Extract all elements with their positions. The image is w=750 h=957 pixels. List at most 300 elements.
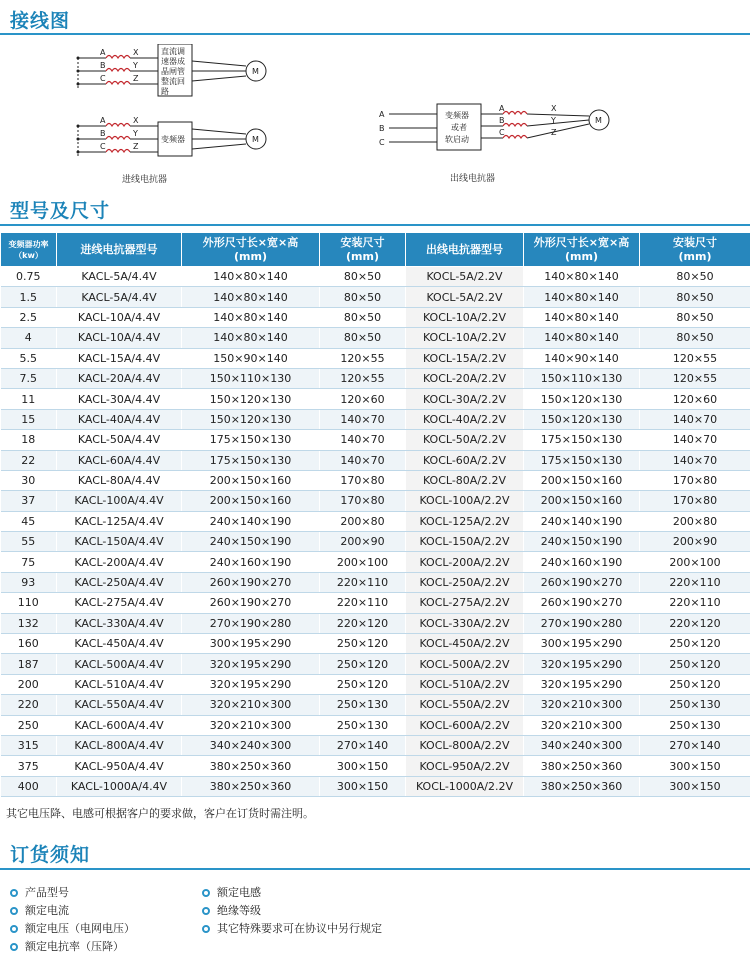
table-row: [1, 368, 750, 388]
cell-out-mount: 200×80: [640, 511, 750, 531]
cell-out-mount: 270×140: [640, 735, 750, 755]
cell-in-mount: 220×120: [320, 613, 406, 633]
cell-in-model: KACL-15A/4.4V: [57, 348, 182, 368]
cell-out-mount: 250×120: [640, 654, 750, 674]
cell-out-mount: 120×55: [640, 348, 750, 368]
cell-in-model: KACL-250A/4.4V: [57, 572, 182, 592]
cell-in-dims: 320×210×300: [182, 715, 320, 735]
cell-power: 160: [1, 634, 57, 654]
cell-in-dims: 340×240×300: [182, 735, 320, 755]
cell-in-model: KACL-125A/4.4V: [57, 511, 182, 531]
cell-power: 93: [1, 572, 57, 592]
phase-label-out: X: [551, 104, 557, 113]
cell-in-dims: 175×150×130: [182, 450, 320, 470]
cell-in-mount: 250×120: [320, 654, 406, 674]
table-row: [1, 287, 750, 307]
input-label: C: [379, 138, 385, 147]
phase-label-in: A: [100, 48, 106, 57]
cell-in-mount: 270×140: [320, 735, 406, 755]
cell-in-model: KACL-30A/4.4V: [57, 389, 182, 409]
phase-label-in: C: [100, 74, 106, 83]
cell-in-dims: 150×110×130: [182, 368, 320, 388]
converter-label-line: 整流回: [161, 77, 185, 86]
cell-in-dims: 260×190×270: [182, 593, 320, 613]
list-item-label: 产品型号: [25, 886, 69, 899]
list-item: [200, 884, 382, 902]
cell-in-model: KACL-20A/4.4V: [57, 368, 182, 388]
phase-label-in: B: [100, 129, 106, 138]
cell-in-mount: 170×80: [320, 491, 406, 511]
cell-power: 45: [1, 511, 57, 531]
cell-out-mount: 120×60: [640, 389, 750, 409]
header-in-mount: 安装尺寸 (mm): [320, 233, 406, 267]
cell-out-dims: 320×195×290: [524, 674, 640, 694]
bullet-icon: [202, 925, 210, 933]
bullet-icon: [10, 925, 18, 933]
cell-in-model: KACL-5A/4.4V: [57, 267, 182, 287]
cell-out-mount: 140×70: [640, 409, 750, 429]
cell-in-mount: 250×130: [320, 715, 406, 735]
cell-out-dims: 270×190×280: [524, 613, 640, 633]
header-in-dims: 外形尺寸长×宽×高 (mm): [182, 233, 320, 267]
cell-in-mount: 250×120: [320, 674, 406, 694]
table-row: [1, 328, 750, 348]
inverter-label-line: 软启动: [445, 135, 469, 144]
cell-out-model: KOCL-250A/2.2V: [406, 572, 524, 592]
cell-out-mount: 80×50: [640, 267, 750, 287]
motor-label: M: [595, 116, 602, 125]
cell-out-dims: 140×80×140: [524, 267, 640, 287]
cell-power: 30: [1, 470, 57, 490]
motor-label: M: [252, 135, 259, 144]
cell-in-dims: 150×120×130: [182, 409, 320, 429]
motor-lead: [192, 76, 246, 81]
cell-out-dims: 380×250×360: [524, 756, 640, 776]
header-out-model: 出线电抗器型号: [406, 233, 524, 267]
outgoing-reactor-svg: [375, 100, 635, 162]
reactor-coil: [106, 56, 130, 59]
cell-out-dims: 140×90×140: [524, 348, 640, 368]
cell-out-dims: 140×80×140: [524, 328, 640, 348]
cell-in-mount: 220×110: [320, 593, 406, 613]
list-item: [200, 920, 382, 938]
table-row: [1, 348, 750, 368]
bullet-icon: [10, 907, 18, 915]
incoming-reactor-diagram: [60, 44, 290, 174]
cell-in-dims: 140×80×140: [182, 287, 320, 307]
cell-out-mount: 250×130: [640, 695, 750, 715]
cell-in-model: KACL-550A/4.4V: [57, 695, 182, 715]
cell-out-dims: 340×240×300: [524, 735, 640, 755]
table-row: [1, 532, 750, 552]
cell-out-model: KOCL-125A/2.2V: [406, 511, 524, 531]
cell-out-model: KOCL-510A/2.2V: [406, 674, 524, 694]
table-row: [1, 552, 750, 572]
motor-lead: [192, 144, 246, 149]
order-section-rule: [0, 868, 750, 870]
cell-out-mount: 300×150: [640, 776, 750, 796]
cell-power: 37: [1, 491, 57, 511]
list-item-label: 额定电压（电网电压）: [25, 922, 135, 935]
cell-power: 400: [1, 776, 57, 796]
list-item-label: 绝缘等级: [217, 904, 261, 917]
table-row: [1, 572, 750, 592]
model-section-title: 型号及尺寸: [10, 200, 111, 222]
cell-in-dims: 150×120×130: [182, 389, 320, 409]
list-item: [8, 938, 135, 956]
cell-out-model: KOCL-5A/2.2V: [406, 267, 524, 287]
reactor-coil: [503, 112, 527, 115]
cell-power: 18: [1, 430, 57, 450]
spec-table: [0, 232, 750, 797]
table-row: [1, 389, 750, 409]
cell-in-mount: 220×110: [320, 572, 406, 592]
cell-in-model: KACL-10A/4.4V: [57, 307, 182, 327]
header-out-dims: 外形尺寸长×宽×高 (mm): [524, 233, 640, 267]
cell-in-dims: 380×250×360: [182, 756, 320, 776]
cell-power: 200: [1, 674, 57, 694]
cell-out-mount: 200×90: [640, 532, 750, 552]
converter-label-line: 晶闸管: [161, 67, 185, 76]
table-row: [1, 593, 750, 613]
cell-in-mount: 200×90: [320, 532, 406, 552]
cell-in-model: KACL-600A/4.4V: [57, 715, 182, 735]
cell-in-dims: 140×80×140: [182, 328, 320, 348]
order-list-left: [8, 884, 135, 956]
table-row: [1, 654, 750, 674]
list-item: [200, 902, 382, 920]
cell-in-model: KACL-1000A/4.4V: [57, 776, 182, 796]
cell-in-mount: 300×150: [320, 776, 406, 796]
header-power: [1, 233, 57, 267]
phase-label-in: A: [100, 116, 106, 125]
reactor-coil: [106, 150, 130, 153]
motor-lead: [527, 124, 589, 138]
reactor-coil: [106, 124, 130, 127]
model-section-rule: [0, 224, 750, 226]
incoming-reactor-svg: [60, 44, 290, 174]
cell-in-model: KACL-80A/4.4V: [57, 470, 182, 490]
cell-out-model: KOCL-30A/2.2V: [406, 389, 524, 409]
list-item-label: 额定电流: [25, 904, 69, 917]
cell-out-dims: 150×110×130: [524, 368, 640, 388]
cell-in-dims: 240×150×190: [182, 532, 320, 552]
cell-power: 315: [1, 735, 57, 755]
cell-power: 220: [1, 695, 57, 715]
cell-out-mount: 250×120: [640, 634, 750, 654]
outgoing-reactor-diagram: [375, 100, 635, 162]
table-row: [1, 735, 750, 755]
cell-out-dims: 150×120×130: [524, 409, 640, 429]
list-item-label: 额定电抗率（压降）: [25, 940, 124, 953]
cell-in-mount: 250×130: [320, 695, 406, 715]
bullet-icon: [202, 907, 210, 915]
phase-label-in: C: [100, 142, 106, 151]
cell-out-dims: 175×150×130: [524, 430, 640, 450]
cell-in-model: KACL-950A/4.4V: [57, 756, 182, 776]
cell-out-dims: 140×80×140: [524, 287, 640, 307]
phase-label-out: X: [133, 48, 139, 57]
cell-out-model: KOCL-330A/2.2V: [406, 613, 524, 633]
cell-out-dims: 240×160×190: [524, 552, 640, 572]
cell-in-dims: 200×150×160: [182, 470, 320, 490]
reactor-coil: [503, 124, 527, 127]
phase-label-out: Y: [133, 61, 138, 70]
cell-out-model: KOCL-20A/2.2V: [406, 368, 524, 388]
inverter-label-line: 或者: [451, 123, 467, 132]
input-label: A: [379, 110, 385, 119]
cell-in-mount: 250×120: [320, 634, 406, 654]
cell-in-model: KACL-800A/4.4V: [57, 735, 182, 755]
cell-out-model: KOCL-100A/2.2V: [406, 491, 524, 511]
wiring-section-rule: [0, 33, 750, 35]
bullet-icon: [202, 889, 210, 897]
spec-table-body: [1, 267, 750, 797]
cell-in-mount: 140×70: [320, 409, 406, 429]
motor-lead: [527, 120, 589, 126]
cell-in-mount: 80×50: [320, 307, 406, 327]
cell-in-model: KACL-275A/4.4V: [57, 593, 182, 613]
cell-out-model: KOCL-950A/2.2V: [406, 756, 524, 776]
cell-power: 2.5: [1, 307, 57, 327]
table-row: [1, 491, 750, 511]
cell-in-model: KACL-10A/4.4V: [57, 328, 182, 348]
cell-power: 22: [1, 450, 57, 470]
cell-out-dims: 240×140×190: [524, 511, 640, 531]
cell-power: 55: [1, 532, 57, 552]
table-row: [1, 267, 750, 287]
phase-label-out: X: [133, 116, 139, 125]
cell-out-mount: 140×70: [640, 430, 750, 450]
phase-label-out: Z: [551, 128, 557, 137]
table-row: [1, 634, 750, 654]
bullet-icon: [10, 943, 18, 951]
cell-out-mount: 220×120: [640, 613, 750, 633]
phase-label-in: B: [100, 61, 106, 70]
cell-out-model: KOCL-10A/2.2V: [406, 307, 524, 327]
table-row: [1, 511, 750, 531]
cell-in-mount: 80×50: [320, 328, 406, 348]
cell-in-model: KACL-150A/4.4V: [57, 532, 182, 552]
cell-in-model: KACL-330A/4.4V: [57, 613, 182, 633]
custom-note: 其它电压降、电感可根据客户的要求做，客户在订货时需注明。: [6, 807, 314, 820]
cell-out-mount: 80×50: [640, 307, 750, 327]
cell-out-model: KOCL-15A/2.2V: [406, 348, 524, 368]
cell-out-dims: 320×210×300: [524, 715, 640, 735]
converter-label-line: 速器成: [161, 57, 185, 66]
cell-out-model: KOCL-150A/2.2V: [406, 532, 524, 552]
cell-in-mount: 170×80: [320, 470, 406, 490]
cell-out-mount: 220×110: [640, 572, 750, 592]
cell-power: 1.5: [1, 287, 57, 307]
reactor-coil: [106, 82, 130, 85]
cell-in-mount: 140×70: [320, 450, 406, 470]
bullet-icon: [10, 889, 18, 897]
cell-in-model: KACL-500A/4.4V: [57, 654, 182, 674]
cell-out-dims: 320×195×290: [524, 654, 640, 674]
reactor-coil: [503, 136, 527, 139]
cell-power: 110: [1, 593, 57, 613]
cell-out-dims: 150×120×130: [524, 389, 640, 409]
cell-out-dims: 260×190×270: [524, 593, 640, 613]
cell-out-mount: 80×50: [640, 328, 750, 348]
cell-in-model: KACL-60A/4.4V: [57, 450, 182, 470]
cell-power: 15: [1, 409, 57, 429]
table-row: [1, 450, 750, 470]
reactor-coil: [106, 69, 130, 72]
cell-in-dims: 175×150×130: [182, 430, 320, 450]
list-item: [8, 884, 135, 902]
table-row: [1, 674, 750, 694]
table-row: [1, 715, 750, 735]
order-list-right: [200, 884, 382, 938]
cell-in-model: KACL-40A/4.4V: [57, 409, 182, 429]
cell-out-model: KOCL-600A/2.2V: [406, 715, 524, 735]
cell-in-mount: 120×55: [320, 368, 406, 388]
cell-in-dims: 140×80×140: [182, 307, 320, 327]
cell-in-mount: 80×50: [320, 287, 406, 307]
outgoing-reactor-caption: 出线电抗器: [450, 174, 496, 184]
cell-power: 4: [1, 328, 57, 348]
cell-in-dims: 240×140×190: [182, 511, 320, 531]
cell-out-model: KOCL-5A/2.2V: [406, 287, 524, 307]
list-item-label: 额定电感: [217, 886, 261, 899]
cell-power: 11: [1, 389, 57, 409]
cell-out-mount: 200×100: [640, 552, 750, 572]
table-row: [1, 470, 750, 490]
table-header-row: [1, 233, 750, 267]
cell-in-dims: 320×195×290: [182, 674, 320, 694]
cell-out-dims: 320×210×300: [524, 695, 640, 715]
table-row: [1, 307, 750, 327]
cell-out-model: KOCL-450A/2.2V: [406, 634, 524, 654]
motor-lead: [527, 114, 589, 116]
incoming-reactor-caption: 进线电抗器: [122, 175, 168, 185]
cell-in-dims: 320×195×290: [182, 654, 320, 674]
cell-out-mount: 170×80: [640, 491, 750, 511]
order-section-title: 订货须知: [10, 844, 91, 866]
phase-label-in: B: [499, 116, 505, 125]
converter-label: 变频器: [161, 135, 185, 144]
cell-out-model: KOCL-50A/2.2V: [406, 430, 524, 450]
cell-out-model: KOCL-1000A/2.2V: [406, 776, 524, 796]
cell-out-dims: 380×250×360: [524, 776, 640, 796]
motor-label: M: [252, 67, 259, 76]
cell-out-mount: 170×80: [640, 470, 750, 490]
cell-out-model: KOCL-10A/2.2V: [406, 328, 524, 348]
header-power-label: 变频器功率 （kw）: [8, 239, 49, 260]
phase-label-out: Z: [133, 74, 139, 83]
cell-out-model: KOCL-80A/2.2V: [406, 470, 524, 490]
cell-out-model: KOCL-800A/2.2V: [406, 735, 524, 755]
cell-in-dims: 260×190×270: [182, 572, 320, 592]
phase-label-in: A: [499, 104, 505, 113]
cell-out-dims: 175×150×130: [524, 450, 640, 470]
cell-out-dims: 200×150×160: [524, 491, 640, 511]
cell-in-mount: 200×80: [320, 511, 406, 531]
table-row: [1, 776, 750, 796]
list-item-label: 其它特殊要求可在协议中另行规定: [217, 922, 382, 935]
cell-out-model: KOCL-60A/2.2V: [406, 450, 524, 470]
list-item: [8, 902, 135, 920]
cell-out-model: KOCL-275A/2.2V: [406, 593, 524, 613]
cell-in-dims: 320×210×300: [182, 695, 320, 715]
cell-in-model: KACL-200A/4.4V: [57, 552, 182, 572]
cell-in-mount: 200×100: [320, 552, 406, 572]
cell-power: 0.75: [1, 267, 57, 287]
inverter-label-line: 变频器: [445, 111, 469, 120]
cell-out-model: KOCL-550A/2.2V: [406, 695, 524, 715]
cell-in-dims: 380×250×360: [182, 776, 320, 796]
cell-power: 75: [1, 552, 57, 572]
cell-in-dims: 140×80×140: [182, 267, 320, 287]
cell-in-dims: 270×190×280: [182, 613, 320, 633]
cell-in-mount: 80×50: [320, 267, 406, 287]
cell-out-dims: 200×150×160: [524, 470, 640, 490]
header-in-model: 进线电抗器型号: [57, 233, 182, 267]
cell-in-dims: 150×90×140: [182, 348, 320, 368]
cell-out-model: KOCL-40A/2.2V: [406, 409, 524, 429]
cell-in-mount: 120×60: [320, 389, 406, 409]
cell-in-model: KACL-100A/4.4V: [57, 491, 182, 511]
reactor-coil: [106, 137, 130, 140]
cell-power: 250: [1, 715, 57, 735]
cell-out-model: KOCL-500A/2.2V: [406, 654, 524, 674]
cell-in-model: KACL-510A/4.4V: [57, 674, 182, 694]
motor-lead: [192, 129, 246, 134]
cell-power: 132: [1, 613, 57, 633]
cell-in-dims: 200×150×160: [182, 491, 320, 511]
header-out-mount: 安装尺寸 (mm): [640, 233, 750, 267]
cell-in-mount: 300×150: [320, 756, 406, 776]
table-row: [1, 613, 750, 633]
phase-label-out: Y: [551, 116, 556, 125]
cell-in-dims: 300×195×290: [182, 634, 320, 654]
phase-label-out: Z: [133, 142, 139, 151]
cell-power: 7.5: [1, 368, 57, 388]
phase-label-in: C: [499, 128, 505, 137]
table-row: [1, 695, 750, 715]
cell-in-mount: 140×70: [320, 430, 406, 450]
cell-out-mount: 250×120: [640, 674, 750, 694]
cell-out-dims: 140×80×140: [524, 307, 640, 327]
phase-label-out: Y: [133, 129, 138, 138]
motor-lead: [192, 61, 246, 66]
cell-power: 5.5: [1, 348, 57, 368]
cell-out-mount: 120×55: [640, 368, 750, 388]
cell-out-mount: 140×70: [640, 450, 750, 470]
cell-power: 375: [1, 756, 57, 776]
cell-out-dims: 300×195×290: [524, 634, 640, 654]
cell-in-model: KACL-450A/4.4V: [57, 634, 182, 654]
converter-label-line: 路: [161, 87, 169, 96]
cell-in-dims: 240×160×190: [182, 552, 320, 572]
cell-out-model: KOCL-200A/2.2V: [406, 552, 524, 572]
table-row: [1, 756, 750, 776]
table-row: [1, 430, 750, 450]
cell-out-mount: 80×50: [640, 287, 750, 307]
converter-label-line: 直流调: [161, 47, 185, 56]
wiring-section-title: 接线图: [10, 10, 71, 32]
cell-in-model: KACL-50A/4.4V: [57, 430, 182, 450]
cell-in-mount: 120×55: [320, 348, 406, 368]
cell-in-model: KACL-5A/4.4V: [57, 287, 182, 307]
cell-out-dims: 240×150×190: [524, 532, 640, 552]
cell-power: 187: [1, 654, 57, 674]
table-row: [1, 409, 750, 429]
cell-out-dims: 260×190×270: [524, 572, 640, 592]
cell-out-mount: 300×150: [640, 756, 750, 776]
